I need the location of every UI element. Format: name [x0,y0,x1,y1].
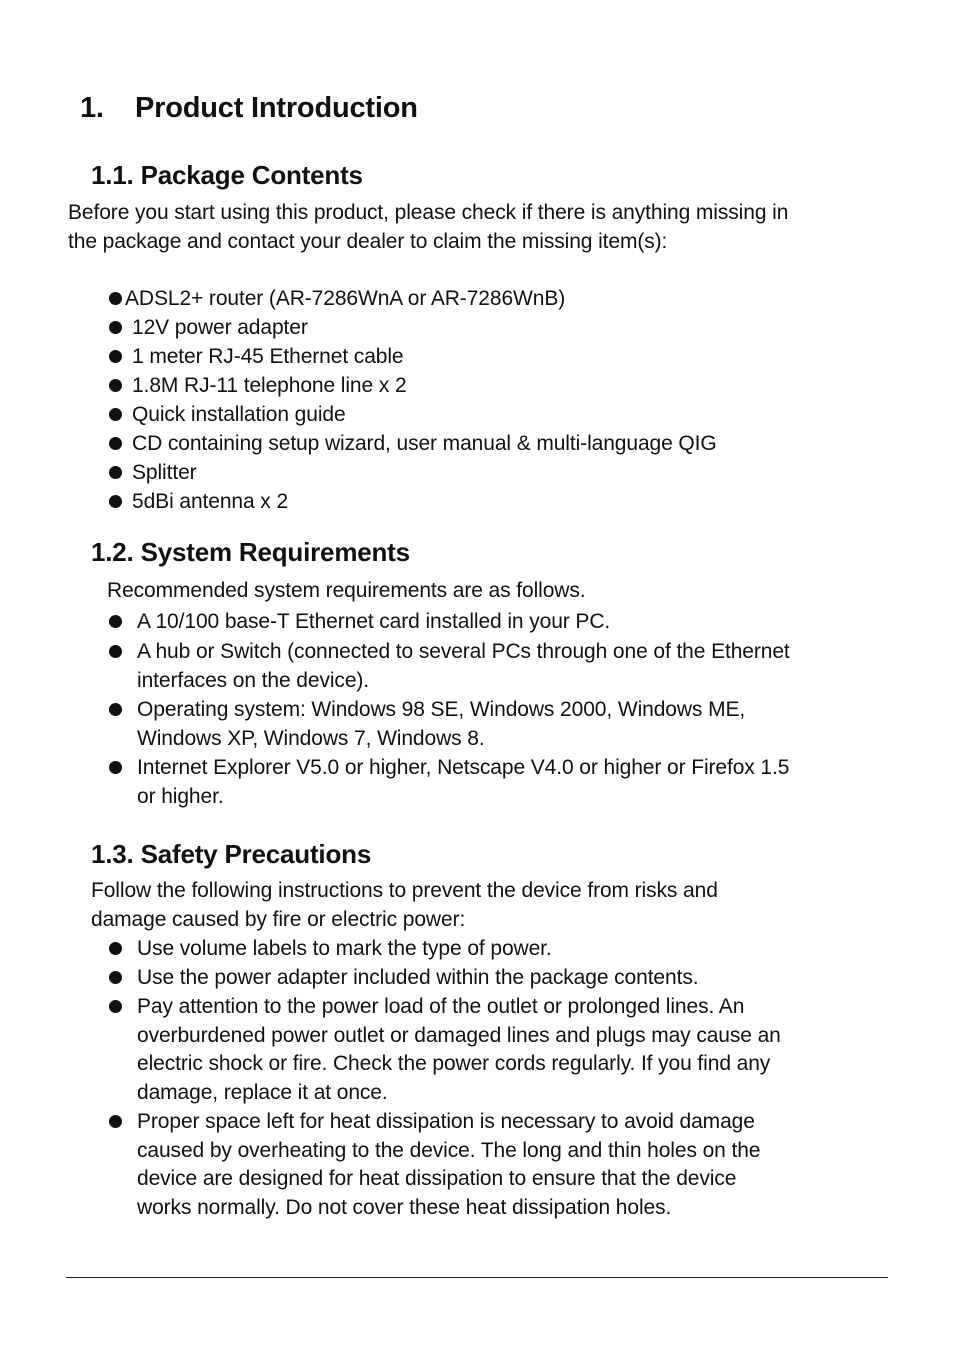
bullet-icon [109,971,122,984]
list-item [0,607,954,636]
section-heading-package-contents: 1.1. Package Contents [91,160,363,190]
bullet-icon [109,703,122,716]
chapter-title: Product Introduction [135,92,418,124]
list-item-text: caused by overheating to the device. The long and thin holes on the [137,1139,761,1162]
bullet-icon [109,408,122,421]
list-item [0,458,954,487]
system-intro: Recommended system requirements are as follows. [107,579,586,602]
list-item [0,1107,954,1223]
package-intro-line: the package and contact your dealer to claim the missing item(s): [68,230,668,253]
bullet-icon [109,942,122,955]
list-item-text: A 10/100 base-T Ethernet card installed in your PC. [137,610,611,633]
list-item-text: 1.8M RJ-11 telephone line x 2 [132,374,407,397]
list-item-text: 12V power adapter [132,316,308,339]
footer-divider [66,1277,888,1278]
bullet-icon [109,379,122,392]
list-item [0,371,954,400]
list-item [0,400,954,429]
list-item-text: or higher. [137,785,224,808]
list-item-text: electric shock or fire. Check the power cords regularly. If you find any [137,1052,771,1075]
list-item-text: Pay attention to the power load of the outlet or prolonged lines. An [137,995,745,1018]
list-item-text: overburdened power outlet or damaged lines and plugs may cause an [137,1024,781,1047]
list-item-text: interfaces on the device). [137,669,370,692]
list-item [0,963,954,992]
list-item-text: damage, replace it at once. [137,1081,388,1104]
list-item [0,284,954,313]
list-item [0,637,954,695]
list-item-text: works normally. Do not cover these heat dissipation holes. [137,1196,672,1219]
bullet-icon [109,645,122,658]
chapter-number: 1. [80,92,104,124]
package-intro-line: Before you start using this product, please check if there is anything missing in [68,201,789,224]
section-heading-system-requirements: 1.2. System Requirements [91,537,410,567]
list-item-text: 1 meter RJ-45 Ethernet cable [132,345,404,368]
list-item [0,992,954,1108]
list-item [0,487,954,516]
bullet-icon [109,321,122,334]
list-item [0,695,954,753]
bullet-icon [109,495,122,508]
bullet-icon [109,292,122,305]
list-item-text: Splitter [132,461,197,484]
list-item [0,313,954,342]
bullet-icon [109,1115,122,1128]
list-item [0,429,954,458]
bullet-icon [109,615,122,628]
list-item-text: 5dBi antenna x 2 [132,490,289,513]
list-item-text: Proper space left for heat dissipation is necessary to avoid damage [137,1110,755,1133]
bullet-icon [109,466,122,479]
list-item-text: CD containing setup wizard, user manual & multi-language QIG [132,432,717,455]
list-item-text: Quick installation guide [132,403,346,426]
list-item-text: A hub or Switch (connected to several PCs through one of the Ethernet [137,640,790,663]
bullet-icon [109,1000,122,1013]
list-item-text: Internet Explorer V5.0 or higher, Netscape V4.0 or higher or Firefox 1.5 [137,756,790,779]
bullet-icon [109,761,122,774]
list-item-text: Operating system: Windows 98 SE, Windows 2000, Windows ME, [137,698,746,721]
safety-intro-line: damage caused by fire or electric power: [91,908,466,931]
list-item-text: ADSL2+ router (AR-7286WnA or AR-7286WnB) [125,287,566,310]
list-item [0,934,954,963]
section-heading-safety-precautions: 1.3. Safety Precautions [91,839,372,869]
list-item-text: Use the power adapter included within the package contents. [137,966,699,989]
bullet-icon [109,437,122,450]
list-item-text: device are designed for heat dissipation to ensure that the device [137,1167,737,1190]
list-item [0,753,954,811]
bullet-icon [109,350,122,363]
chapter-heading [80,92,418,125]
list-item [0,342,954,371]
safety-intro-line: Follow the following instructions to prevent the device from risks and [91,879,718,902]
list-item-text: Use volume labels to mark the type of power. [137,937,552,960]
list-item-text: Windows XP, Windows 7, Windows 8. [137,727,485,750]
